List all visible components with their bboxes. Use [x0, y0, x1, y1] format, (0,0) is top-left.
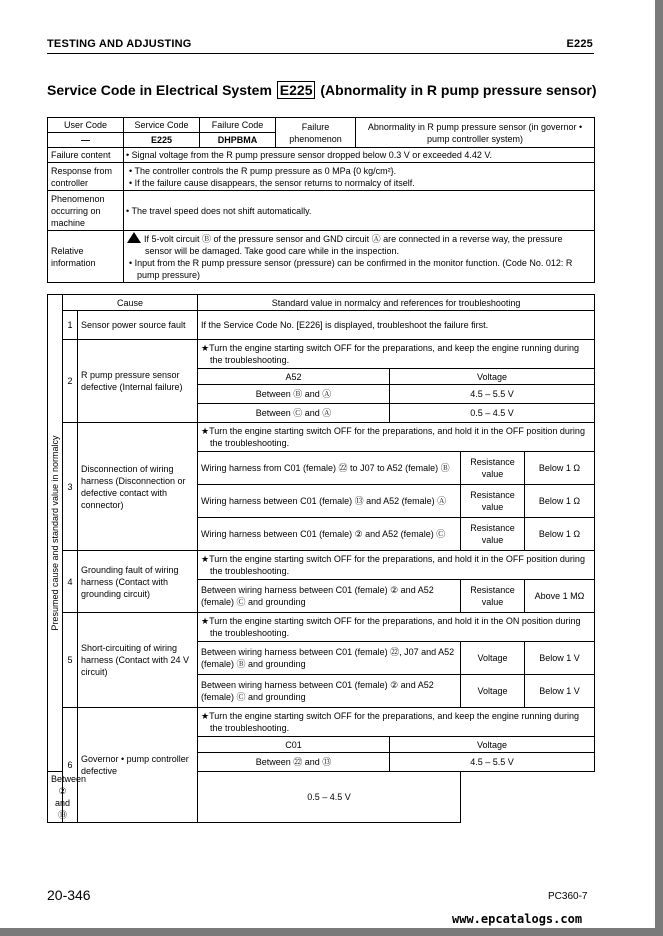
measure-5-2: Voltage [461, 675, 525, 708]
cause-header: Cause [63, 295, 198, 311]
title-suffix: (Abnormality in R pump pressure sensor) [320, 82, 597, 98]
failure-code-label: Failure Code [200, 118, 276, 133]
failure-phenomenon-label: Failure phenomenon [276, 118, 356, 148]
cell-6-2a: Between ② and ⑬ [48, 772, 78, 823]
cause-table [47, 294, 595, 823]
harness-3-2: Wiring harness between C01 (female) ⑬ and A52 (female) Ⓐ [198, 485, 461, 518]
row-num-3: 3 [63, 423, 78, 551]
subhead-2a: A52 [198, 369, 390, 385]
standard-header: Standard value in normalcy and references for troubleshooting [198, 295, 595, 311]
cell-2-1b: 4.5 – 5.5 V [390, 385, 595, 404]
relative-info-text [124, 231, 595, 283]
value-3-3: Below 1 Ω [525, 518, 595, 551]
page-shadow-bottom [0, 928, 663, 936]
failure-phenomenon-text: Abnormality in R pump pressure sensor (in governor • pump controller system) [356, 118, 595, 148]
harness-3-1: Wiring harness from C01 (female) ㉒ to J07 to A52 (female) Ⓑ [198, 452, 461, 485]
measure-3-3: Resistance value [461, 518, 525, 551]
cell-6-1a: Between ㉒ and ⑬ [198, 753, 390, 772]
subhead-2b: Voltage [390, 369, 595, 385]
cause-1: Sensor power source fault [78, 311, 198, 340]
relative-info-label: Relative information [48, 231, 124, 283]
harness-4-1: Between wiring harness between C01 (female) ② and A52 (female) Ⓒ and grounding [198, 580, 461, 613]
relative-line-1: If 5-volt circuit Ⓑ of the pressure sensor and GND circuit Ⓐ are connected in a reverse way, the pressure sensor will be damaged. Take good care while in the inspection. [144, 234, 563, 256]
value-3-1: Below 1 Ω [525, 452, 595, 485]
value-4-1: Above 1 MΩ [525, 580, 595, 613]
title-code: E225 [277, 81, 316, 99]
service-code-label: Service Code [124, 118, 200, 133]
note-5: ★Turn the engine starting switch OFF for the preparations, and hold it in the ON position during the troubleshooting. [198, 613, 595, 642]
note-6: ★Turn the engine starting switch OFF for the preparations, and keep the engine running during the troubleshooting. [198, 708, 595, 737]
failure-content-text: • Signal voltage from the R pump pressure sensor dropped below 0.3 V or exceeded 4.42 V. [124, 148, 595, 163]
cell-2-2b: 0.5 – 4.5 V [390, 404, 595, 423]
measure-3-2: Resistance value [461, 485, 525, 518]
user-code-label: User Code [48, 118, 124, 133]
harness-5-2: Between wiring harness between C01 (female) ② and A52 (female) Ⓒ and grounding [198, 675, 461, 708]
service-code-value: E225 [124, 133, 200, 148]
cell-6-1b: 4.5 – 5.5 V [390, 753, 595, 772]
harness-3-3: Wiring harness between C01 (female) ② and A52 (female) Ⓒ [198, 518, 461, 551]
cell-6-2b: 0.5 – 4.5 V [198, 772, 461, 823]
phenomenon-text: • The travel speed does not shift automatically. [124, 191, 595, 231]
subhead-6a: C01 [198, 737, 390, 753]
value-3-2: Below 1 Ω [525, 485, 595, 518]
cause-4: Grounding fault of wiring harness (Contact with grounding circuit) [78, 551, 198, 613]
model-number: PC360-7 [548, 891, 588, 902]
cause-6: Governor • pump controller defective [78, 708, 198, 823]
info-table [47, 117, 595, 283]
user-code-value: — [48, 133, 124, 148]
cause-5: Short-circuiting of wiring harness (Contact with 24 V circuit) [78, 613, 198, 708]
row-num-5: 5 [63, 613, 78, 708]
row-num-6: 6 [63, 708, 78, 823]
subhead-6b: Voltage [390, 737, 595, 753]
cell-2-2a: Between Ⓒ and Ⓐ [198, 404, 390, 423]
page-title [47, 82, 597, 98]
failure-content-label: Failure content [48, 148, 124, 163]
page-number: 20-346 [47, 887, 91, 903]
response-text [124, 163, 595, 191]
row-num-1: 1 [63, 311, 78, 340]
warning-icon [127, 232, 141, 243]
title-prefix: Service Code in Electrical System [47, 82, 272, 98]
header-rule [47, 53, 594, 54]
note-3: ★Turn the engine starting switch OFF for the preparations, and hold it in the OFF position during the troubleshooting. [198, 423, 595, 452]
response-line-2: • If the failure cause disappears, the sensor returns to normalcy of itself. [129, 177, 415, 188]
standard-1: If the Service Code No. [E226] is displayed, troubleshoot the failure first. [198, 311, 595, 340]
watermark: www.epcatalogs.com [452, 912, 583, 926]
harness-5-1: Between wiring harness between C01 (female) ㉒, J07 and A52 (female) Ⓑ and grounding [198, 642, 461, 675]
side-label-cell [48, 295, 63, 772]
section-header: TESTING AND ADJUSTING [47, 38, 192, 50]
row-num-4: 4 [63, 551, 78, 613]
row-num-2: 2 [63, 340, 78, 423]
relative-line-2: • Input from the R pump pressure sensor (pressure) can be confirmed in the monitor function. (Code No. 012: R pump pressure) [129, 258, 573, 280]
side-label: Presumed cause and standard value in normalcy [50, 435, 60, 631]
failure-code-value: DHPBMA [200, 133, 276, 148]
section-code: E225 [566, 38, 593, 50]
relative-warning [127, 232, 591, 257]
response-line-1: • The controller controls the R pump pressure as 0 MPa {0 kg/cm²}. [129, 165, 397, 176]
cause-3: Disconnection of wiring harness (Disconnection or defective contact with connector) [78, 423, 198, 551]
value-5-1: Below 1 V [525, 642, 595, 675]
cause-2: R pump pressure sensor defective (Internal failure) [78, 340, 198, 423]
measure-3-1: Resistance value [461, 452, 525, 485]
note-4: ★Turn the engine starting switch OFF for the preparations, and hold it in the OFF position during the troubleshooting. [198, 551, 595, 580]
phenomenon-label: Phenomenon occurring on machine [48, 191, 124, 231]
measure-5-1: Voltage [461, 642, 525, 675]
note-2: ★Turn the engine starting switch OFF for the preparations, and keep the engine running during the troubleshooting. [198, 340, 595, 369]
value-5-2: Below 1 V [525, 675, 595, 708]
cell-2-1a: Between Ⓑ and Ⓐ [198, 385, 390, 404]
response-label: Response from controller [48, 163, 124, 191]
measure-4-1: Resistance value [461, 580, 525, 613]
page-shadow-right [655, 0, 663, 936]
